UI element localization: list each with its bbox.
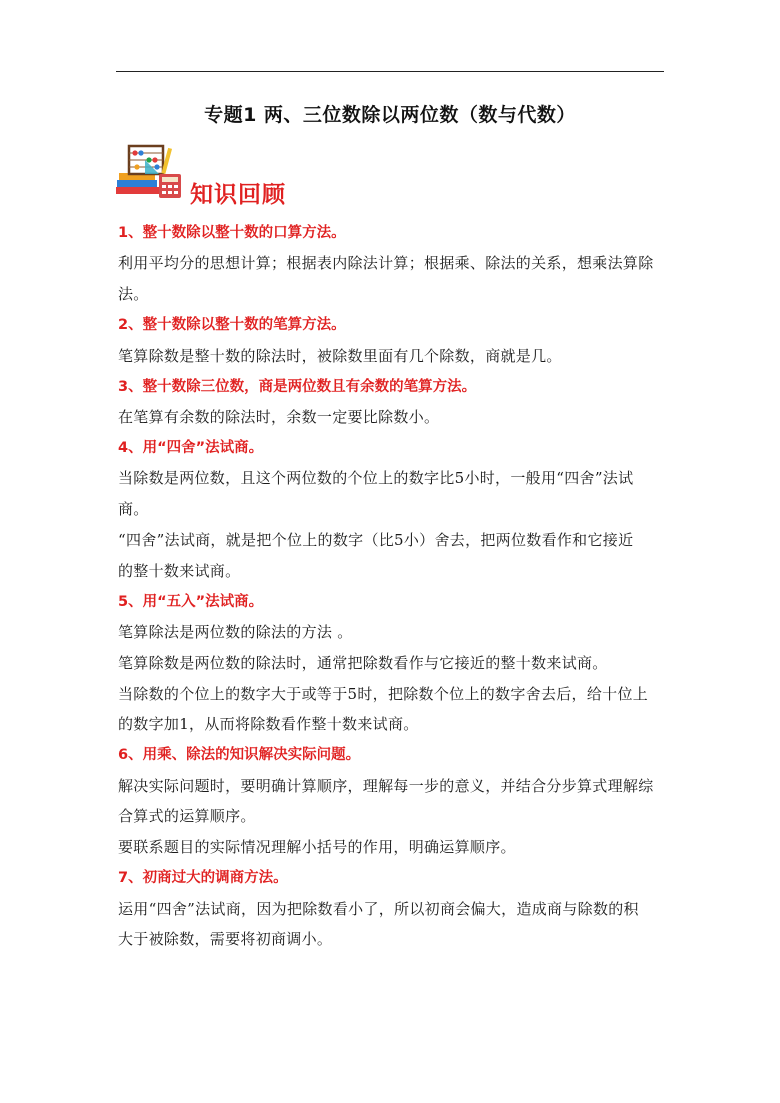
item-heading: 3、整十数除三位数，商是两位数且有余数的笔算方法。 — [118, 379, 477, 395]
item-text: 笔算除法是两位数的除法的方法 。 — [118, 623, 353, 641]
item-text: 笔算除数是整十数的除法时，被除数里面有几个除数，商就是几。 — [118, 347, 562, 365]
item-text: 合算式的运算顺序。 — [118, 807, 256, 825]
item-heading: 1、整十数除以整十数的口算方法。 — [118, 225, 346, 241]
item-text: “四舍”法试商，就是把个位上的数字（比5小）舍去，把两位数看作和它接近 — [118, 531, 634, 549]
item-text: 的整十数来试商。 — [118, 562, 241, 580]
item-text: 在笔算有余数的除法时，余数一定要比除数小。 — [118, 408, 440, 426]
item-text: 要联系题目的实际情况理解小括号的作用，明确运算顺序。 — [118, 838, 516, 856]
item-text: 当除数的个位上的数字大于或等于5时，把除数个位上的数字舍去后，给十位上 — [118, 685, 649, 703]
abacus-books-icon — [115, 140, 185, 200]
item-text: 商。 — [118, 500, 149, 518]
item-text: 的数字加1，从而将除数看作整十数来试商。 — [118, 715, 419, 733]
item-text: 运用“四舍”法试商，因为把除数看小了，所以初商会偏大，造成商与除数的积 — [118, 900, 639, 918]
item-text: 大于被除数，需要将初商调小。 — [118, 930, 333, 948]
item-heading: 5、用“五入”法试商。 — [118, 594, 264, 610]
page-title: 专题1 两、三位数除以两位数（数与代数） — [204, 104, 576, 126]
header-rule — [116, 71, 664, 72]
item-text: 当除数是两位数，且这个两位数的个位上的数字比5小时，一般用“四舍”法试 — [118, 469, 634, 487]
item-text: 法。 — [118, 285, 149, 303]
section-heading: 知识回顾 — [190, 181, 286, 208]
item-text: 笔算除数是两位数的除法时，通常把除数看作与它接近的整十数来试商。 — [118, 654, 608, 672]
item-heading: 4、用“四舍”法试商。 — [118, 440, 264, 456]
item-heading: 2、整十数除以整十数的笔算方法。 — [118, 317, 346, 333]
item-heading: 6、用乘、除法的知识解决实际问题。 — [118, 747, 361, 763]
item-heading: 7、初商过大的调商方法。 — [118, 870, 288, 886]
item-text: 解决实际问题时，要明确计算顺序，理解每一步的意义，并结合分步算式理解综 — [118, 777, 654, 795]
item-text: 利用平均分的思想计算；根据表内除法计算；根据乘、除法的关系，想乘法算除 — [118, 254, 654, 272]
